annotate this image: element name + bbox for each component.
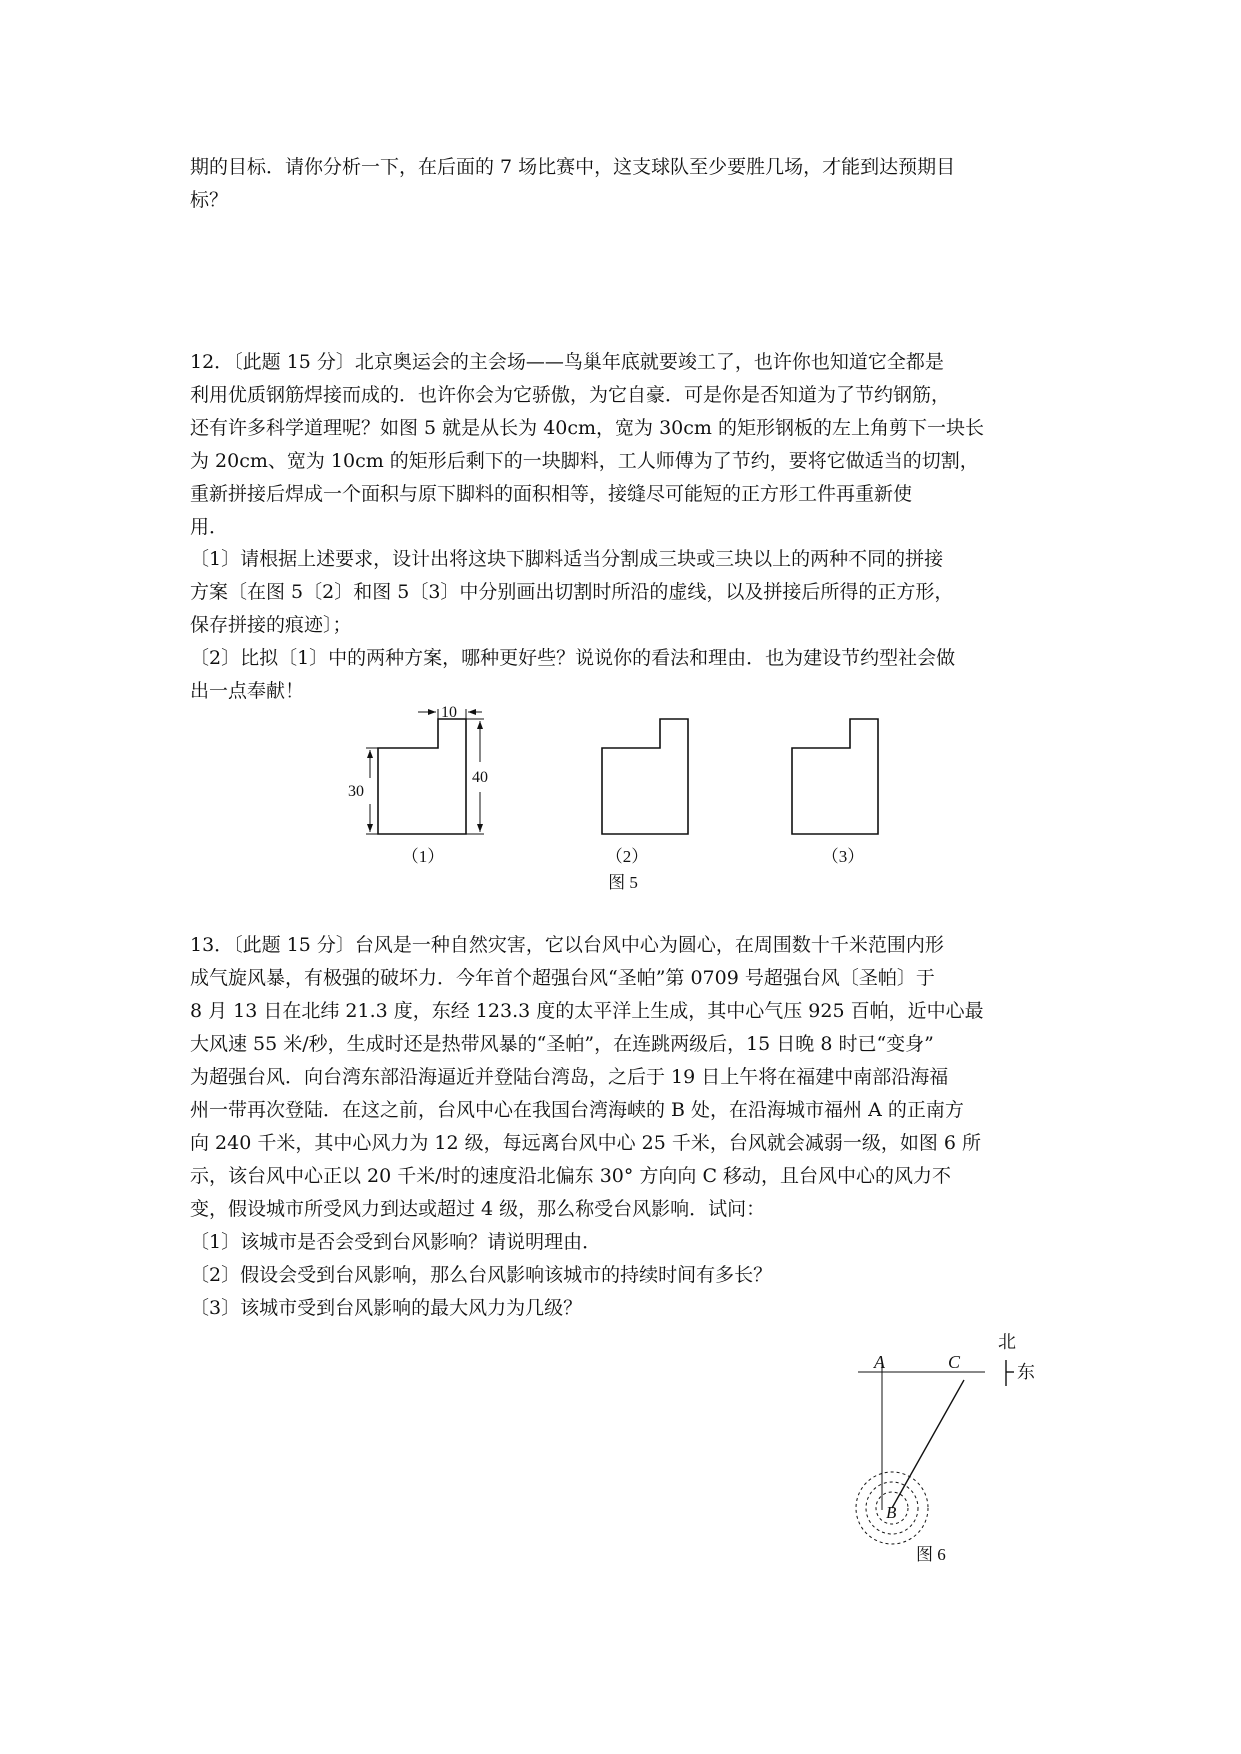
fig5-shape-1 — [378, 719, 466, 834]
q12-line-9: 保存拼接的痕迹〕； — [190, 614, 352, 636]
q12-line-11: 出一点奉献！ — [190, 680, 305, 702]
q13-line-7: 向 240 千米，其中心风力为 12 级，每远离台风中心 25 千米，台风就会减弱一级，如图 6 所 — [190, 1132, 982, 1154]
fig6-circle-middle — [866, 1482, 918, 1534]
fig5-label-3: （3） — [821, 847, 865, 866]
q12-line-3: 还有许多科学道理呢？如图 5 就是从长为 40cm，宽为 30cm 的矩形钢板的左上角剪下一块长 — [190, 417, 984, 439]
q12-line-8: 方案〔在图 5〔2〕和图 5〔3〕中分别画出切割时所沿的虚线，以及拼接后所得的正方形， — [190, 581, 954, 603]
fig5-shape-3 — [792, 719, 878, 834]
q13-line-11: 〔2〕假设会受到台风影响，那么台风影响该城市的持续时间有多长？ — [190, 1264, 773, 1286]
fig5-shape-2 — [602, 719, 688, 834]
q13-line-12: 〔3〕该城市受到台风影响的最大风力为几级？ — [190, 1297, 583, 1319]
q12-line-5: 重新拼接后焊成一个面积与原下脚料的面积相等，接缝尽可能短的正方形工件再重新使 — [190, 483, 913, 505]
q12-line-1: 12．〔此题 15 分〕北京奥运会的主会场——鸟巢年底就要竣工了，也许你也知道它全都是 — [190, 351, 944, 373]
q13-line-6: 州一带再次登陆．在这之前，台风中心在我国台湾海峡的 B 处，在沿海城市福州 A 的正南方 — [190, 1099, 964, 1121]
intro-line-2: 标？ — [190, 189, 229, 211]
fig6-label-c: C — [948, 1352, 961, 1372]
fig6-circle-outer — [856, 1472, 928, 1544]
fig5-dim-top: 10 — [441, 704, 457, 721]
q12-line-2: 利用优质钢筋焊接而成的．也许你会为它骄傲，为它自豪．可是你是否知道为了节约钢筋， — [190, 384, 951, 406]
fig6-label-b: B — [886, 1503, 897, 1522]
fig6-label-east: 东 — [1017, 1362, 1035, 1382]
q13-line-5: 为超强台风．向台湾东部沿海逼近并登陆台湾岛，之后于 19 日上午将在福建中南部沿海福 — [190, 1066, 949, 1088]
q13-line-2: 成气旋风暴，有极强的破坏力．今年首个超强台风“圣帕”第 0709 号超强台风〔圣帕〕于 — [190, 967, 935, 989]
intro-line-1: 期的目标．请你分析一下，在后面的 7 场比赛中，这支球队至少要胜几场，才能到达预期目 — [190, 156, 956, 178]
fig5-dim-left: 30 — [348, 783, 364, 800]
q13-line-10: 〔1〕该城市是否会受到台风影响？请说明理由． — [190, 1231, 602, 1253]
fig5-label-2: （2） — [605, 847, 649, 866]
fig6-circle-inner — [876, 1492, 908, 1524]
q13-line-9: 变，假设城市所受风力到达或超过 4 级，那么称受台风影响．试问： — [190, 1198, 766, 1220]
fig5-caption: 图 5 — [608, 873, 638, 892]
fig5-dim-right: 40 — [472, 769, 488, 786]
fig6-caption: 图 6 — [916, 1545, 946, 1564]
q13-line-8: 示，该台风中心正以 20 千米/时的速度沿北偏东 30° 方向向 C 移动，且台风中心的风力不 — [190, 1165, 952, 1187]
fig6-label-north: 北 — [998, 1332, 1016, 1352]
q12-line-6: 用． — [190, 516, 229, 538]
q13-line-3: 8 月 13 日在北纬 21.3 度，东经 123.3 度的太平洋上生成，其中心气压 925 百帕，近中心最 — [190, 1000, 984, 1022]
q12-line-4: 为 20cm、宽为 10cm 的矩形后剩下的一块脚料，工人师傅为了节约，要将它做适当的切割， — [190, 450, 979, 472]
q13-line-4: 大风速 55 米/秒，生成时还是热带风暴的“圣帕”，在连跳两级后，15 日晚 8 时已“变身” — [190, 1033, 934, 1055]
q12-line-7: 〔1〕请根据上述要求，设计出将这块下脚料适当分割成三块或三块以上的两种不同的拼接 — [190, 548, 944, 570]
fig6-label-a: A — [874, 1352, 885, 1372]
q13-line-1: 13．〔此题 15 分〕台风是一种自然灾害，它以台风中心为圆心，在周围数十千米范围内形 — [190, 934, 944, 956]
q12-line-10: 〔2〕比拟〔1〕中的两种方案，哪种更好些？说说你的看法和理由．也为建设节约型社会做 — [190, 647, 956, 669]
fig6-track-line — [892, 1380, 964, 1508]
fig5-label-1: （1） — [401, 847, 445, 866]
